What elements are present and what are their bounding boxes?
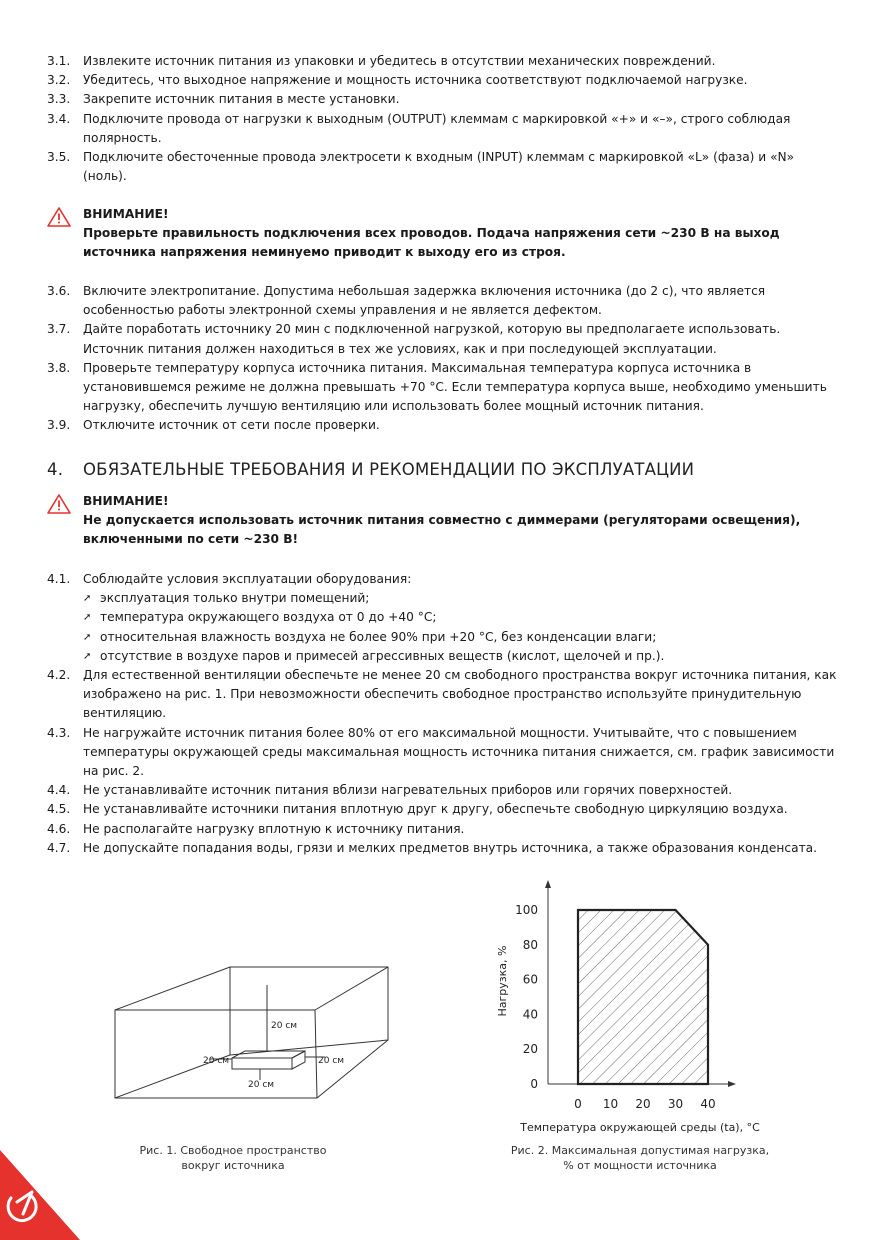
chart-ylabel: Нагрузка, % — [496, 945, 509, 1017]
clearance-label: 20 см — [203, 1056, 230, 1066]
list-item — [47, 839, 837, 858]
bullet-text: относительная влажность воздуха не более 90% при +20 °C, без конденсации влаги; — [100, 629, 657, 644]
steps-list-3a — [47, 52, 837, 186]
y-tick-label: 100 — [515, 903, 538, 917]
step-number: 3.3. — [47, 92, 71, 107]
step-text: Отключите источник от сети после проверки. — [83, 418, 380, 433]
list-item — [47, 282, 837, 320]
warning-icon — [47, 207, 71, 227]
x-axis-arrow-icon — [728, 1081, 736, 1087]
chart-area-layer — [578, 910, 708, 1084]
section-heading — [47, 459, 694, 481]
figure2-caption — [505, 1143, 775, 1173]
step-number: 4.4. — [47, 783, 71, 798]
step-number: 3.6. — [47, 284, 71, 298]
clearance-label: 20 см — [248, 1080, 275, 1090]
step-number: 3.9. — [47, 418, 71, 433]
box-outline — [115, 967, 388, 1098]
list-item — [47, 148, 837, 186]
step-text: Не допускайте попадания воды, грязи и мелких предметов внутрь источника, а также образования конденсата. — [83, 840, 818, 855]
warning-title: ВНИМАНИЕ! — [83, 207, 169, 221]
warning-icon — [47, 494, 71, 514]
warning-text: Проверьте правильность подключения всех проводов. Подача напряжения сети ~230 В на выход источника напряжения неминуемо приводит к выходу его из строя. — [83, 226, 780, 259]
clearance-label: 20 см — [271, 1021, 298, 1031]
bullet-text: отсутствие в воздухе паров и примесей агрессивных веществ (кислот, щелочей и пр.). — [100, 648, 665, 663]
bullet-item — [47, 628, 837, 647]
step-text: Не устанавливайте источник питания вблизи нагревательных приборов или горячих поверхностей. — [83, 783, 733, 798]
brand-corner-logo — [0, 1150, 80, 1240]
step-text: Не устанавливайте источники питания вплотную друг к другу, обеспечьте свободную циркуляцию воздуха. — [83, 802, 788, 817]
arrow-bullet-icon: ➚ — [83, 593, 92, 605]
list-item — [47, 820, 837, 839]
list-item — [47, 359, 837, 417]
step-number: 4.5. — [47, 802, 71, 817]
chart-xlabel: Температура окружающей среды (ta), °C — [520, 1121, 760, 1134]
warning-title: ВНИМАНИЕ! — [83, 494, 169, 508]
bullet-item — [47, 647, 837, 666]
list-item — [47, 666, 837, 724]
bullet-item — [47, 608, 837, 627]
step-text: Проверьте температуру корпуса источника питания. Максимальная температура корпуса источника в установившемся режиме не должна превышать +70 °C. Если температура корпуса выше, необходимо уменьшить нагрузку, обеспечить лучшую вентиляцию или использовать более мощный источник питания. — [83, 360, 827, 414]
x-tick-label: 30 — [667, 1097, 684, 1111]
y-tick-label: 20 — [522, 1042, 538, 1057]
step-number: 4.2. — [47, 668, 71, 683]
step-text: Не нагружайте источник питания более 80% от его максимальной мощности. Учитывайте, что с повышением температуры окружающей среды максимальная мощность источника питания снижается, см. график зависимости на рис. 2. — [83, 725, 835, 779]
list-item — [47, 320, 837, 358]
x-tick-label: 0 — [574, 1097, 582, 1111]
list-item — [47, 90, 837, 109]
clearance-label: 20 см — [318, 1056, 345, 1066]
section-title: ОБЯЗАТЕЛЬНЫЕ ТРЕБОВАНИЯ И РЕКОМЕНДАЦИИ ПО ЭКСПЛУАТАЦИИ — [83, 460, 695, 479]
step-text: Для естественной вентиляции обеспечьте не менее 20 см свободного пространства вокруг источника питания, как изображено на рис. 1. При невозможности обеспечить свободное пространство используйте принудительную вентиляцию. — [83, 668, 837, 721]
step-text: Подключите обесточенные провода электросети к входным (INPUT) клеммам с маркировкой «L» (фаза) и «N» (ноль). — [83, 150, 795, 184]
caption-line: вокруг источника — [181, 1159, 285, 1172]
steps-list-3b — [47, 282, 837, 436]
step-text: Извлеките источник питания из упаковки и убедитесь в отсутствии механических повреждений. — [83, 54, 716, 68]
list-item — [47, 781, 837, 800]
step-number: 4.3. — [47, 725, 71, 740]
derating-chart — [480, 878, 780, 1138]
y-tick-label: 0 — [530, 1077, 538, 1091]
corner-triangle — [0, 1150, 80, 1240]
x-tick-label: 20 — [635, 1097, 651, 1111]
bullet-item — [47, 589, 837, 608]
list-item — [47, 52, 837, 71]
bullet-text: эксплуатация только внутри помещений; — [100, 591, 370, 606]
list-item — [47, 416, 837, 435]
step-text: Подключите провода от нагрузки к выходным (OUTPUT) клеммам с маркировкой «+» и «–», строго соблюдая полярность. — [83, 111, 791, 145]
step-number: 4.7. — [47, 840, 71, 855]
step-number: 3.1. — [47, 54, 71, 68]
caption-line: Рис. 1. Свободное пространство — [139, 1144, 327, 1157]
y-axis-arrow-icon — [545, 880, 551, 888]
step-number: 3.8. — [47, 360, 71, 375]
y-tick-label: 40 — [522, 1007, 538, 1022]
step-number: 4.1. — [47, 572, 71, 586]
steps-list-4 — [47, 570, 837, 858]
list-item — [47, 800, 837, 819]
free-space-diagram — [100, 955, 400, 1105]
step-number: 3.2. — [47, 73, 71, 88]
bullet-text: температура окружающего воздуха от 0 до +40 °C; — [100, 610, 437, 625]
caption-line: Рис. 2. Максимальная допустимая нагрузка, — [510, 1144, 770, 1157]
step-text: Убедитесь, что выходное напряжение и мощность источника соответствуют подключаемой нагрузке. — [83, 73, 748, 88]
x-tick-label: 10 — [602, 1097, 619, 1111]
step-number: 4.6. — [47, 821, 71, 836]
step-text: Включите электропитание. Допустима небольшая задержка включения источника (до 2 с), что является особенностью работы электронной схемы управления и не является дефектом. — [83, 284, 766, 318]
list-item — [47, 110, 837, 148]
list-item — [47, 724, 837, 782]
section-number: 4. — [47, 460, 64, 479]
arrow-bullet-icon: ➚ — [83, 650, 92, 662]
arrow-bullet-icon: ➚ — [83, 612, 92, 624]
list-item — [47, 71, 837, 90]
chart-area-fill — [578, 910, 708, 1084]
step-text: Не располагайте нагрузку вплотную к источнику питания. — [83, 821, 465, 836]
y-tick-label: 80 — [522, 937, 538, 952]
y-tick-label: 60 — [522, 972, 538, 987]
arrow-bullet-icon: ➚ — [83, 631, 92, 643]
step-text: Закрепите источник питания в месте установки. — [83, 92, 400, 107]
list-item — [47, 570, 837, 589]
step-number: 3.5. — [47, 150, 71, 165]
x-tick-label: 40 — [700, 1097, 716, 1111]
caption-line: % от мощности источника — [563, 1159, 717, 1172]
step-number: 3.7. — [47, 322, 71, 337]
step-text: Дайте поработать источнику 20 мин с подключенной нагрузкой, которую вы предполагаете использовать. Источник питания должен находиться в тех же условиях, как и при последующей эксплуатации. — [83, 322, 781, 356]
step-text: Соблюдайте условия эксплуатации оборудования: — [83, 572, 412, 586]
figure1-caption — [118, 1143, 348, 1173]
warning-text: Не допускается использовать источник питания совместно с диммерами (регуляторами освещения), включенными по сети ~230 В! — [83, 513, 801, 546]
step-number: 3.4. — [47, 111, 71, 126]
